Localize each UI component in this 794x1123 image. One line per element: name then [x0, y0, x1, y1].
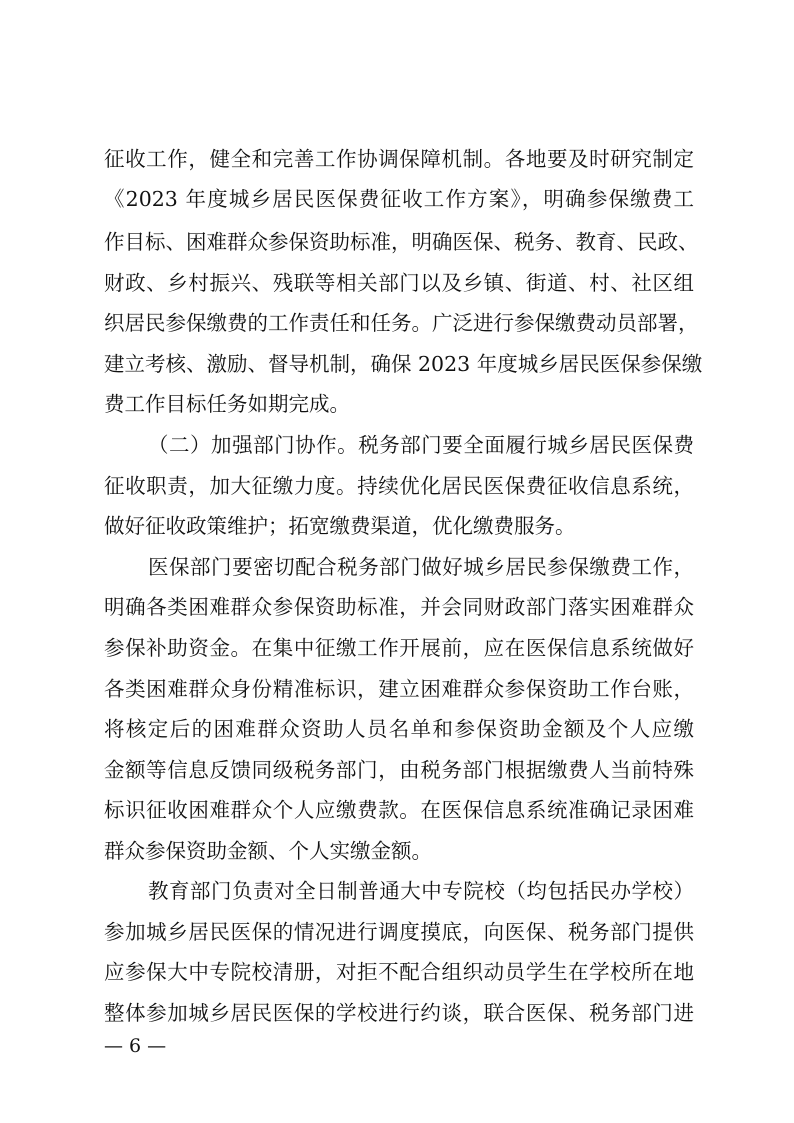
body-line-14: 各类困难群众身份精准标识，建立困难群众参保资助工作台账， [104, 677, 694, 701]
body-line-20: 参加城乡居民医保的情况进行调度摸底，向医保、税务部门提供 [104, 920, 694, 944]
body-line-4: 财政、乡村振兴、残联等相关部门以及乡镇、街道、村、社区组 [104, 271, 694, 295]
body-line-5: 织居民参保缴费的工作责任和任务。广泛进行参保缴费动员部署， [104, 311, 699, 335]
body-line-6: 建立考核、激励、督导机制，确保 2023 年度城乡居民医保参保缴 [104, 352, 703, 376]
body-line-22: 整体参加城乡居民医保的学校进行约谈，联合医保、税务部门进 [104, 1001, 694, 1025]
section-heading-line: （二）加强部门协作。税务部门要全面履行城乡居民医保费 [148, 433, 694, 457]
body-line-16: 金额等信息反馈同级税务部门，由税务部门根据缴费人当前特殊 [104, 758, 694, 782]
body-line-3: 作目标、困难群众参保资助标准，明确医保、税务、教育、民政、 [104, 230, 699, 254]
page-number: — 6 — [104, 1035, 167, 1057]
body-line-2: 《2023 年度城乡居民医保费征收工作方案》，明确参保缴费工 [104, 187, 694, 211]
body-line-7: 费工作目标任务如期完成。 [104, 392, 350, 416]
body-line-19: 教育部门负责对全日制普通大中专院校（均包括民办学校） [148, 879, 694, 903]
body-line-1: 征收工作，健全和完善工作协调保障机制。各地要及时研究制定 [104, 147, 694, 171]
body-line-18: 群众参保资助金额、个人实缴金额。 [104, 839, 432, 863]
body-line-21: 应参保大中专院校清册，对拒不配合组织动员学生在学校所在地 [104, 960, 694, 984]
body-line-11: 医保部门要密切配合税务部门做好城乡居民参保缴费工作， [148, 555, 694, 579]
body-line-15: 将核定后的困难群众资助人员名单和参保资助金额及个人应缴 [104, 717, 694, 741]
body-line-13: 参保补助资金。在集中征缴工作开展前，应在医保信息系统做好 [104, 636, 694, 660]
body-line-17: 标识征收困难群众个人应缴费款。在医保信息系统准确记录困难 [104, 798, 694, 822]
body-line-12: 明确各类困难群众参保资助标准，并会同财政部门落实困难群众 [104, 595, 694, 619]
body-line-9: 征收职责，加大征缴力度。持续优化居民医保费征收信息系统， [104, 474, 694, 498]
body-line-10: 做好征收政策维护；拓宽缴费渠道，优化缴费服务。 [104, 514, 576, 538]
